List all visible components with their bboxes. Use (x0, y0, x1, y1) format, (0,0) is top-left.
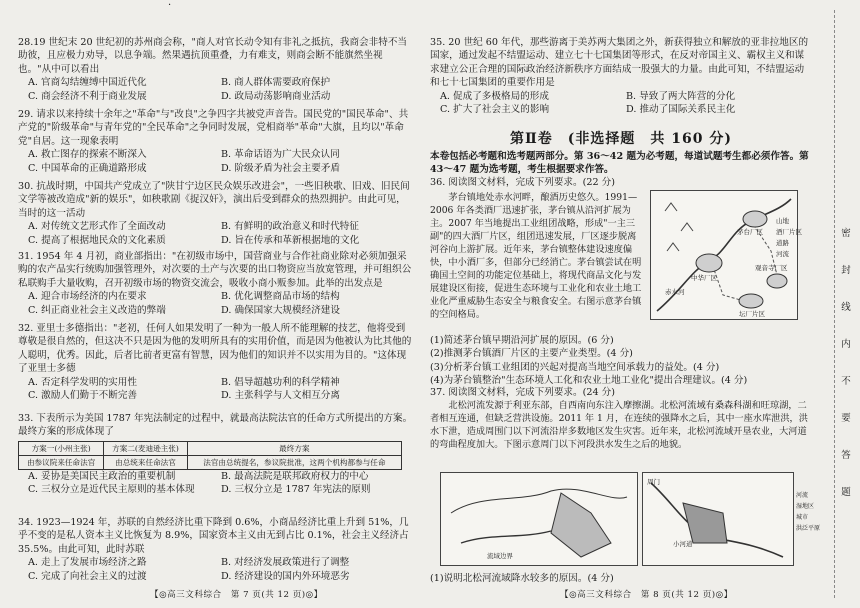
option-c: C. 激励人们勤于不断完善 (28, 390, 138, 402)
table-header: 最终方案 (187, 441, 401, 455)
option-d: D. 三权分立是 1787 年宪法的原则 (221, 484, 371, 496)
option-b: B. 最高法院是联邦政府权力的中心 (221, 470, 369, 482)
question-31-stem: 31. 1954 年 4 月初，商业部指出："在初级市场中，国营商业与合作社商业除对必须加强采购的农产品实行统购加强管理外，对次要的土产与次要的出口物资应当放宽管理，并可组织公私联购手大量收购，召开初级市场的物资交流会，吸收小商小贩参加。此举的出发点是 (18, 251, 412, 289)
question-37-task: (1)说明北松河流域降水较多的原因。(4 分) (430, 573, 614, 584)
task-item: (4)为茅台镇整治"生态环境人工化和农业土地工业化"提出合理建议。(4 分) (430, 375, 748, 387)
legend-item: 湿地区 (796, 503, 815, 510)
table-header: 方案二(麦迪逊主张) (104, 441, 187, 455)
footer-page-8: 【◎高三文科综合 第 8 页(共 12 页)◎】 (560, 590, 733, 600)
seal-char: 封 (841, 265, 851, 276)
legend-item: 道路 (776, 239, 789, 247)
factory-zone (739, 294, 763, 308)
part-2-intro: 本卷包括必考题和选考题两部分。第 36～42 题为必考题，每道试题考生都必须作答。第 43～47 题为选考题，考生根据要求作答。 (430, 151, 809, 176)
question-36-material: 茅台镇地处赤水河畔，酿酒历史悠久。1991—2006 年各类酒厂迅速扩张，茅台镇从沿河扩展为主。2007 年当地提出工业组团战略，形成"一主三副"的四大酒厂片区，组团迅速发展，厂区逐步脱离河谷向上游扩展。近年来，茅台镇整体建设速度偏快，中小酒厂多，但部分已经消亡。茅台镇尝试在明确国土空间的功能定位基础上，将现代商品文化与发展建设区衔接，促进生态环境与工业化和农业土地工业化严重威胁生态安全与粮食安全。右图示意茅台镇的空间格局。 (430, 192, 642, 321)
factory-zone (743, 211, 767, 227)
seal-char: 密 (841, 228, 851, 239)
question-28-stem: 28.19 世纪末 20 世纪初的苏州商会称，"商人对官长动令知有非礼之抵抗，我商会非特不当助彼，且应极力劝导，以息争端。然果遇抗顶重叠，力有难支，则商会断不能旗然坐视也。"从中可以看出 (18, 37, 408, 75)
factory-zone (696, 254, 722, 272)
option-d: D. 阶级矛盾为社会主要矛盾 (221, 162, 340, 174)
question-31-options (18, 290, 414, 317)
seal-char: 线 (841, 302, 851, 313)
question-37-material: 北松河流发源于利亚东部，自西南向东注入摩擦湖。北松河流域有桑森科湖和旺琼湖，二者相互连通，但缺乏营洪设施。2011 年 1 月，在连续的强降水之后，其中一座水库泄洪，洪水下泄，造成周围门以下河流沿岸多数地区发生灾害。近年来，北松河流域开垦农业，大河道的弯曲程度加大。下图示意周门以下河段洪水发生之后的地貌。 (430, 400, 808, 451)
river-basin-map (440, 472, 638, 566)
part-2-heading: 第Ⅱ卷 (非选择题 共 160 分) (509, 131, 733, 147)
map-place-label: 赤水河 (665, 288, 685, 296)
question-34 (18, 516, 414, 583)
option-c: C. 纠正商业社会主义改造的弊端 (28, 304, 166, 316)
table-cell: 法官由总统提名，参议院批准，这两个机构都参与任命 (187, 455, 401, 469)
downstream-drawing (643, 473, 793, 565)
option-a: A. 官商勾结缠缚中国近代化 (28, 77, 147, 89)
option-c: C. 商会经济不利于商业发展 (28, 90, 147, 102)
question-36-stem: 36. 阅读图文材料，完成下列要求。(22 分) (430, 177, 615, 188)
option-b: B. 倡导超越功利的科学精神 (221, 376, 340, 388)
binding-margin (822, 0, 860, 608)
option-c: C. 提高了根据地民众的文化素质 (28, 234, 166, 246)
legend-item: 河流 (776, 250, 789, 258)
question-33 (18, 412, 414, 497)
plan-table (18, 441, 402, 470)
question-30-options (18, 220, 414, 247)
legend-item: 河流 (796, 492, 809, 499)
map-place-label: 茅台厂区 (737, 228, 763, 236)
question-35-stem: 35. 20 世纪 60 年代，那些游离于美苏两大集团之外，新获得独立和解放的亚非拉地区的国家，通过发起不结盟运动、建立七十七国集团等形式，在反对帝国主义、霸权主义和谋求建立公正合理的国际政治经济新秩序方面结成一股强大的力量。由此可知，不结盟运动和七十七国集团的重要作用是 (430, 37, 809, 89)
seal-char: 要 (841, 413, 851, 424)
question-37-stem: 37. 阅读图文材料，完成下列要求。(24 分) (430, 387, 615, 398)
table-cell: 由参议院来任命法官 (19, 455, 104, 469)
page-8-column (430, 0, 821, 590)
question-28 (18, 36, 414, 103)
option-a: A. 否定科学发明的实用性 (28, 376, 137, 388)
question-29-options (18, 148, 414, 175)
mountain-symbol (665, 203, 693, 251)
seal-char: 内 (841, 339, 851, 350)
question-33-options (18, 470, 414, 497)
option-c: C. 完成了向社会主义的过渡 (28, 570, 147, 582)
question-28-options (18, 76, 414, 103)
question-33-stem: 33. 下表所示为美国 1787 年宪法制定的过程中，就最高法院法官的任命方式所提出的方案。最终方案的形成体现了 (18, 413, 413, 438)
question-35 (430, 36, 812, 116)
question-34-stem: 34. 1923—1924 年，苏联的自然经济比重下降到 0.6%，小商品经济比重上升到 51%，几乎不变的是私人资本主义比恢复为 8.9%，国家资本主义由无到占比 0.1%，社会主义经济占 35.5%。由此可知，此时苏联 (18, 517, 409, 555)
task-item: (2)推测茅台镇酒厂片区的主要产业类型。(4 分) (430, 348, 633, 360)
question-30 (18, 180, 414, 247)
downstream-map (642, 472, 794, 566)
maotai-map-legend (776, 216, 810, 260)
option-c: C. 扩大了社会主义的影响 (440, 104, 550, 116)
option-b: B. 导致了两大阵营的分化 (626, 90, 736, 102)
downstream-legend (796, 490, 820, 534)
table-cell: 由总统来任命法官 (104, 455, 187, 469)
question-32 (18, 322, 414, 402)
river-basin-drawing (441, 473, 637, 565)
question-31 (18, 250, 414, 317)
task-item: (3)分析茅台镇工业组团的兴起对提高当地空间承载力的益处。(4 分) (430, 361, 720, 373)
question-35-options (430, 90, 812, 117)
table-header: 方案一(小州主张) (19, 441, 104, 455)
option-b: B. 对经济发展政策进行了调整 (221, 557, 350, 569)
question-29-stem: 29. 请求以来持续十余年之"革命"与"改良"之争四字共被党声音告。国民党的"国民革命"、共产党的"阶级革命"与青年党的"全民革命"之争同时发展，党相商举"革命"大旗，且均以"革命党"自居。这一现象表明 (18, 109, 409, 147)
seal-char: 不 (841, 376, 851, 387)
option-d: D. 旨在传承和革新根据地的文化 (221, 234, 360, 246)
legend-item: 城市 (796, 514, 809, 521)
option-c: C. 中国革命的正确道路形成 (28, 162, 147, 174)
map-caption: 流域边界 (487, 552, 513, 560)
basin-boundary (451, 489, 627, 513)
option-a: A. 促成了多极格局的形成 (440, 90, 549, 102)
option-b: B. 商人群体需要政府保护 (221, 77, 331, 89)
option-a: A. 妥协是美国民主政治的重要机制 (28, 470, 176, 482)
page-7-column: · 28.19 世纪末 20 世纪初的苏州商会称，"商人对官长动令知有非礼之抵抗，我商会非特不当助彼，且应极力劝导，以息争端。然果遇抗顶重叠，力有难支，则商会断不能旗然坐视也。"从中可以看出 A. 官商勾结缠缚中国近代化 B. 商人群体需要政府保护 C. 商会经济不利于商业发展 D. 政局动荡影响商业活动 29. 请求以来持续十余年之"革命"与"改良"之争四字共被党声音告。国民党的"国民革命"、共产党的"阶级革命"与青年党的"全民革命"之争同时发展，党相商举"革命"大旗，且均以"革命党"自居。这一现象表明 A. 救亡图存的探索不断深入 B. 革命话语为广大民众认同 C. 中国革命的正确道路形成 D. 阶级矛盾为社会主要矛盾 30. 抗战时期，中国共产党成立了"陕甘宁边区民众娱乐改进会"，一些旧秧歌、旧戏、旧民间文学等被改造成"新的娱乐"，如秧歌剧《捉汉奸》，演出后受到群众的热烈拥护。由此可见，当时的这一活动 A. 对传统文艺形式作了全面改动 B. 有鲜明的政治意义和时代特征 C. 提高了根据地民众的文化素质 D. 旨在传承和革新根据地的文化 31. 1954 年 4 月初，商业部指出："在初级市场中，国营商业与合作社商业除对必须加强采购的农产品实行统购加强管理外，对次要的土产与次要的出口物资应当放宽管理，并可组织公私联购手大量收购，召开初级市场的物资交流会，吸收小商小贩参加。此举的出发点是 A. 迎合市场经济的内在要求 B. 优化调整商品市场的结构 C. 纠正商业社会主义改造的弊端 D. 确保国家大规模经济建设 32. 亚里士多德指出："老初，任何人如果发明了一种为一般人所不能理解的技艺，他将受到尊敬是很自然的，但这决不只是因为他的发明所具有的实用价值，而是因为他被认为比其他的人聪明，优秀。因此，后者比前者更富有智慧，因为他们的知识并不以实用为目的。"这体现了亚里士多德 A. 否定科学发明的实用性 B. 倡导超越功利的科学精神 C. 激励人们勤于不断完善 D. 主张科学与人文相互分离 33. 下表所示为美国 1787 年宪法制定的过程中，就最高法院法官的任命方式所提出的方案。最终方案的形成体现了 方案一(小州主张) 方案二(麦迪逊主张) 最终方案 由参议院来任命法官 由总统来任命法官 法官由总统提名，参议院批准，这两个机构都参与任命 A. 妥协是美国民主政治的重要机制 B. 最高法院是联邦政府权力的中心 C. 三权分立是近代民主原则的基本体现 D. 三权分立是 1787 年宪法的原则 34. 1923—1924 年，苏联的自然经济比重下降到 0.6%，小商品经济比重上升到 51%，几乎不变的是私人资本主义比恢复为 8.9%，国家资本主义由无到占比 0.1%，社会主义经济占 35.5%。由此可知，此时苏联 A. 走上了发展市场经济之路 B. 对经济发展政策进行了调整 C. 完成了向社会主义的过渡 D. 经济建设的国内外环境恶劣 (18, 0, 413, 582)
option-d: D. 确保国家大规模经济建设 (221, 304, 340, 316)
river-line (461, 531, 551, 543)
map-place-label: 小河道 (673, 540, 693, 548)
map-place-label: 观音寺厂区 (755, 264, 788, 272)
seal-char: 答 (841, 450, 851, 461)
footer-page-7: 【◎高三文科综合 第 7 页(共 12 页)◎】 (150, 590, 323, 600)
option-b: B. 有鲜明的政治意义和时代特征 (221, 221, 359, 233)
legend-item: 酒厂片区 (776, 228, 802, 236)
question-34-options (18, 556, 414, 583)
option-a: A. 救亡图存的探索不断深入 (28, 149, 147, 161)
map-place-label: 周门 (647, 478, 660, 486)
option-b: B. 优化调整商品市场的结构 (221, 291, 340, 303)
map-place-label: 坛厂片区 (739, 310, 765, 318)
question-30-stem: 30. 抗战时期，中国共产党成立了"陕甘宁边区民众娱乐改进会"，一些旧秧歌、旧戏、旧民间文学等被改造成"新的娱乐"，如秧歌剧《捉汉奸》，演出后受到群众的热烈拥护。由此可见，当时的这一活动 (18, 181, 410, 219)
seal-char: 题 (841, 487, 851, 498)
option-a: A. 走上了发展市场经济之路 (28, 557, 147, 569)
question-36 (430, 176, 812, 387)
factory-zone (767, 274, 787, 288)
legend-item: 山地 (776, 217, 789, 225)
question-32-options (18, 376, 414, 403)
question-32-stem: 32. 亚里士多德指出："老初，任何人如果发明了一种为一般人所不能理解的技艺，他将受到尊敬是很自然的，但这决不只是因为他的发明所具有的实用价值，而是因为他被认为比其他的人聪明，优秀。因此，后者比前者更富有智慧，因为他们的知识并不以实用为目的。"这体现了亚里士多德 (18, 323, 412, 375)
option-d: D. 政局动荡影响商业活动 (221, 90, 331, 102)
option-d: D. 主张科学与人文相互分离 (221, 390, 340, 402)
option-a: A. 对传统文艺形式作了全面改动 (28, 221, 166, 233)
option-d: D. 推动了国际关系民主化 (626, 104, 736, 116)
option-c: C. 三权分立是近代民主原则的基本体现 (28, 484, 195, 496)
question-36-tasks (430, 334, 812, 388)
flood-plain (683, 503, 727, 543)
option-a: A. 迎合市场经济的内在要求 (28, 291, 147, 303)
task-item: (1)简述茅台镇早期沿河扩展的原因。(6 分) (430, 335, 614, 346)
lake-shape (551, 493, 611, 557)
question-37 (430, 386, 821, 584)
map-place-label: 中华厂区 (691, 274, 717, 282)
question-29 (18, 108, 414, 175)
part-2-header (430, 128, 812, 177)
option-b: B. 革命话语为广大民众认同 (221, 149, 340, 161)
legend-item: 洪泛平原 (796, 525, 821, 532)
seal-line (834, 10, 835, 598)
option-d: D. 经济建设的国内外环境恶劣 (221, 570, 350, 582)
